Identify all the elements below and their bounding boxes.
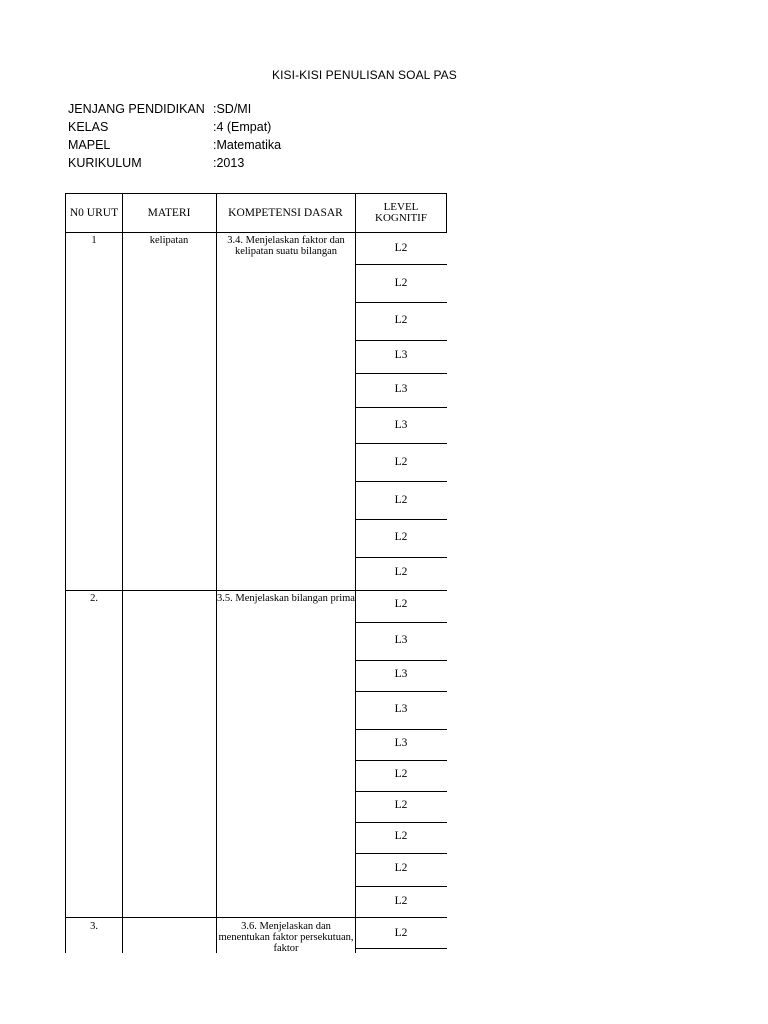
level-row-divider [355,340,447,341]
level-cell: L2 [394,830,408,842]
level-row-divider [355,407,447,408]
row-materi: kelipatan [149,235,189,246]
meta-value-kelas: :4 (Empat) [213,120,272,134]
column-divider-kd [216,193,217,953]
level-row-divider [355,791,447,792]
level-cell: L3 [394,634,408,646]
level-row-divider [355,886,447,887]
group-divider [65,590,447,591]
level-cell: L2 [394,566,408,578]
level-cell: L3 [394,737,408,749]
level-cell: L2 [394,768,408,780]
row-kompetensi-dasar: 3.6. Menjelaskan dan menentukan faktor persekutuan, faktor [218,921,354,954]
meta-value-jenjang: :SD/MI [213,102,252,116]
level-row-divider [355,691,447,692]
level-cell: L2 [394,277,408,289]
meta-label-jenjang: JENJANG PENDIDIKAN [68,102,205,116]
level-row-divider [355,760,447,761]
level-cell: L2 [394,862,408,874]
level-row-divider [355,729,447,730]
meta-value-kurikulum: :2013 [213,156,245,170]
level-row-divider [355,822,447,823]
level-cell: L2 [394,927,408,939]
meta-label-mapel: MAPEL [68,138,111,152]
level-cell: L2 [394,494,408,506]
meta-label-kurikulum: KURIKULUM [68,156,142,170]
level-cell: L3 [394,703,408,715]
level-cell: L3 [394,668,408,680]
level-cell: L2 [394,314,408,326]
level-row-divider [355,264,447,265]
level-cell: L3 [394,419,408,431]
level-cell: L3 [394,349,408,361]
level-cell: L3 [394,383,408,395]
table-right-border-header [446,193,447,233]
level-row-divider [355,660,447,661]
row-kompetensi-dasar: 3.5. Menjelaskan bilangan prima [217,593,355,604]
table-left-border [65,193,66,953]
level-cell: L2 [394,456,408,468]
level-cell: L2 [394,799,408,811]
level-row-divider [355,519,447,520]
row-number: 1 [91,235,97,246]
header-kompetensi-dasar: KOMPETENSI DASAR [228,206,343,219]
level-cell: L2 [394,531,408,543]
level-row-divider [355,557,447,558]
level-row-divider [355,622,447,623]
meta-label-kelas: KELAS [68,120,109,134]
level-row-divider [355,481,447,482]
level-row-divider [355,373,447,374]
header-no-urut: N0 URUT [69,206,119,219]
level-cell: L2 [394,598,408,610]
meta-value-mapel: :Matematika [213,138,282,152]
row-kompetensi-dasar: 3.4. Menjelaskan faktor dan kelipatan suatu bilangan [227,235,345,257]
column-divider-materi [122,193,123,953]
header-level-kognitif: LEVEL KOGNITIF [375,201,427,224]
group-divider [65,917,447,918]
document-title: KISI-KISI PENULISAN SOAL PAS [272,68,457,82]
level-row-divider [355,853,447,854]
row-number: 3. [90,921,98,932]
level-row-divider [355,948,447,949]
level-cell: L2 [394,895,408,907]
level-cell: L2 [394,242,408,254]
row-number: 2. [90,593,98,604]
header-materi: MATERI [147,206,191,219]
level-row-divider [355,443,447,444]
level-row-divider [355,302,447,303]
